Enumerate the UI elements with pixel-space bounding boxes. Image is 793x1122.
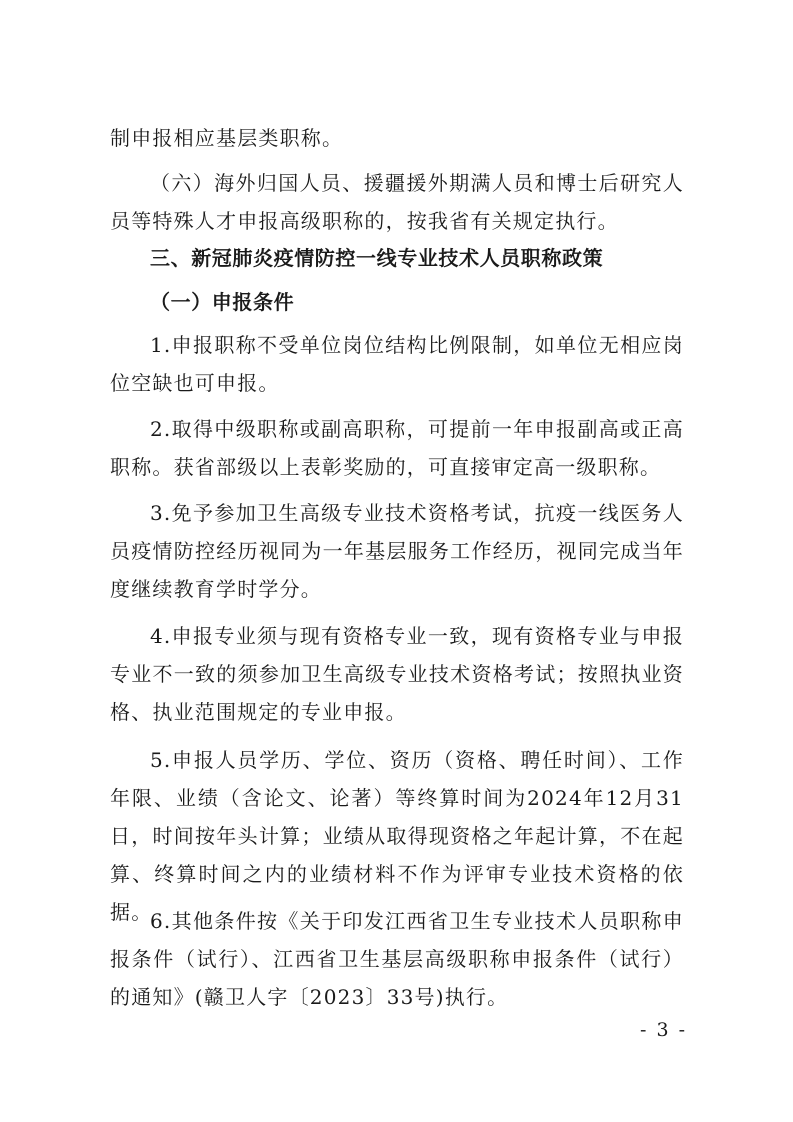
list-item-5: 5.申报人员学历、学位、资历（资格、聘任时间）、工作年限、业绩（含论文、论著）等终算时间为2024年12月31日，时间按年头计算；业绩从取得现资格之年起计算，不在起算、终算时间之内的业绩材料不作为评审专业技术资格的依据。: [110, 748, 684, 924]
subsection-heading-application-conditions: （一）申报条件: [150, 290, 295, 314]
paragraph-continuation: 制申报相应基层类职称。: [110, 126, 344, 150]
paragraph-overseas-talent: （六）海外归国人员、援疆援外期满人员和博士后研究人员等特殊人才申报高级职称的，按我省有关规定执行。: [110, 171, 684, 233]
list-item-3: 3.免予参加卫生高级专业技术资格考试，抗疫一线医务人员疫情防控经历视同为一年基层服务工作经历，视同完成当年度继续教育学时学分。: [110, 501, 684, 601]
list-item-4: 4.申报专业须与现有资格专业一致，现有资格专业与申报专业不一致的须参加卫生高级专业技术资格考试；按照执业资格、执业范围规定的专业申报。: [110, 624, 684, 724]
list-item-6: 6.其他条件按《关于印发江西省卫生专业技术人员职称申报条件（试行）、江西省卫生基层高级职称申报条件（试行）的通知》(赣卫人字〔2023〕33号)执行。: [110, 909, 684, 1009]
section-heading-covid-policy: 三、新冠肺炎疫情防控一线专业技术人员职称政策: [150, 246, 604, 270]
page-number: - 3 -: [640, 1019, 688, 1041]
list-item-2: 2.取得中级职称或副高职称，可提前一年申报副高或正高职称。获省部级以上表彰奖励的，可直接审定高一级职称。: [110, 417, 684, 479]
list-item-1: 1.申报职称不受单位岗位结构比例限制，如单位无相应岗位空缺也可申报。: [110, 333, 684, 395]
